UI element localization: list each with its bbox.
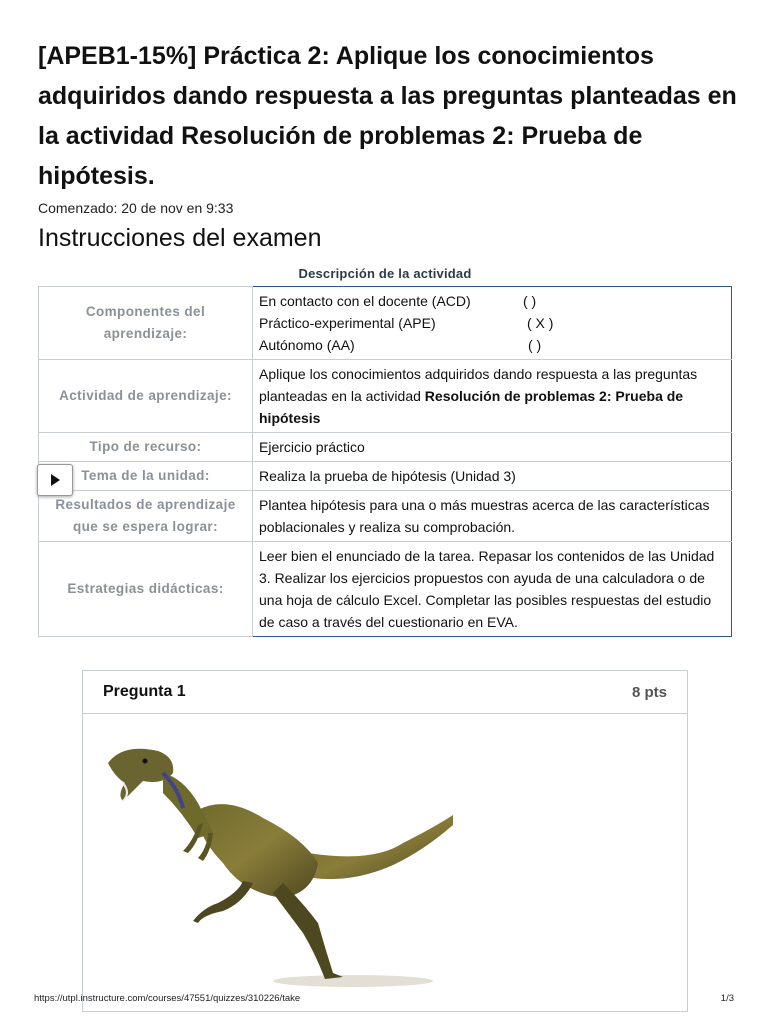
component-line — [259, 290, 725, 312]
page-url: https://utpl.instructure.com/courses/47551/quizzes/310226/take — [34, 993, 301, 1004]
components-label: Componentes del aprendizaje: — [39, 287, 253, 360]
components-cell — [253, 287, 732, 360]
instructions-heading: Instrucciones del examen — [38, 224, 322, 252]
question-header — [83, 671, 687, 714]
page-number: 1/3 — [720, 993, 734, 1004]
learning-activity-label: Actividad de aprendizaje: — [39, 360, 253, 433]
component-mark: ( ) — [523, 293, 537, 309]
play-icon — [51, 474, 60, 486]
table-row — [39, 433, 732, 462]
print-footer — [34, 993, 734, 1004]
activity-caption: Descripción de la actividad — [298, 266, 472, 281]
learning-activity-bold: Resolución de problemas 2: Prueba de hipótesis — [259, 388, 684, 426]
component-line — [259, 312, 725, 334]
strategies-value: Leer bien el enunciado de la tarea. Repasar los contenidos de las Unidad 3. Realizar los ejercicios propuestos con ayuda de una calculadora o de una hoja de cálculo Excel. Completar las posibles respuestas del estudio de caso a través del cuestionario en EVA. — [253, 542, 732, 637]
component-line — [259, 334, 725, 356]
table-row — [39, 491, 732, 542]
component-mark: ( X ) — [527, 315, 554, 331]
exam-title: [APEB1-15%] Práctica 2: Aplique los conocimientos adquiridos dando respuesta a las preguntas planteadas en la actividad Resolución de problemas 2: Prueba de hipótesis. — [38, 42, 737, 190]
component-name: Práctico-experimental (APE) — [259, 315, 436, 331]
table-row — [39, 542, 732, 637]
resource-value: Ejercicio práctico — [253, 433, 732, 462]
strategies-label: Estrategias didácticas: — [39, 542, 253, 637]
table-row — [39, 360, 732, 433]
resource-label: Tipo de recurso: — [39, 433, 253, 462]
activity-table — [38, 286, 732, 637]
results-label: Resultados de aprendizaje que se espera lograr: — [39, 491, 253, 542]
dinosaur-image — [103, 733, 453, 993]
table-row — [39, 287, 732, 360]
learning-activity-cell — [253, 360, 732, 433]
component-mark: ( ) — [528, 337, 542, 353]
question-title: Pregunta 1 — [103, 683, 186, 700]
component-name: Autónomo (AA) — [259, 337, 355, 353]
component-name: En contacto con el docente (ACD) — [259, 293, 471, 309]
play-button[interactable] — [37, 464, 73, 496]
table-row — [39, 462, 732, 491]
topic-label: Tema de la unidad: — [39, 462, 253, 491]
started-timestamp: Comenzado: 20 de nov en 9:33 — [38, 200, 234, 216]
results-value: Plantea hipótesis para una o más muestras acerca de las características poblacionales y realiza su comprobación. — [253, 491, 732, 542]
topic-value: Realiza la prueba de hipótesis (Unidad 3) — [253, 462, 732, 491]
question-card — [82, 670, 688, 1012]
question-points: 8 pts — [631, 684, 667, 701]
learning-activity-text: Aplique los conocimientos adquiridos dando respuesta a las preguntas planteadas en la actividad — [259, 366, 698, 404]
